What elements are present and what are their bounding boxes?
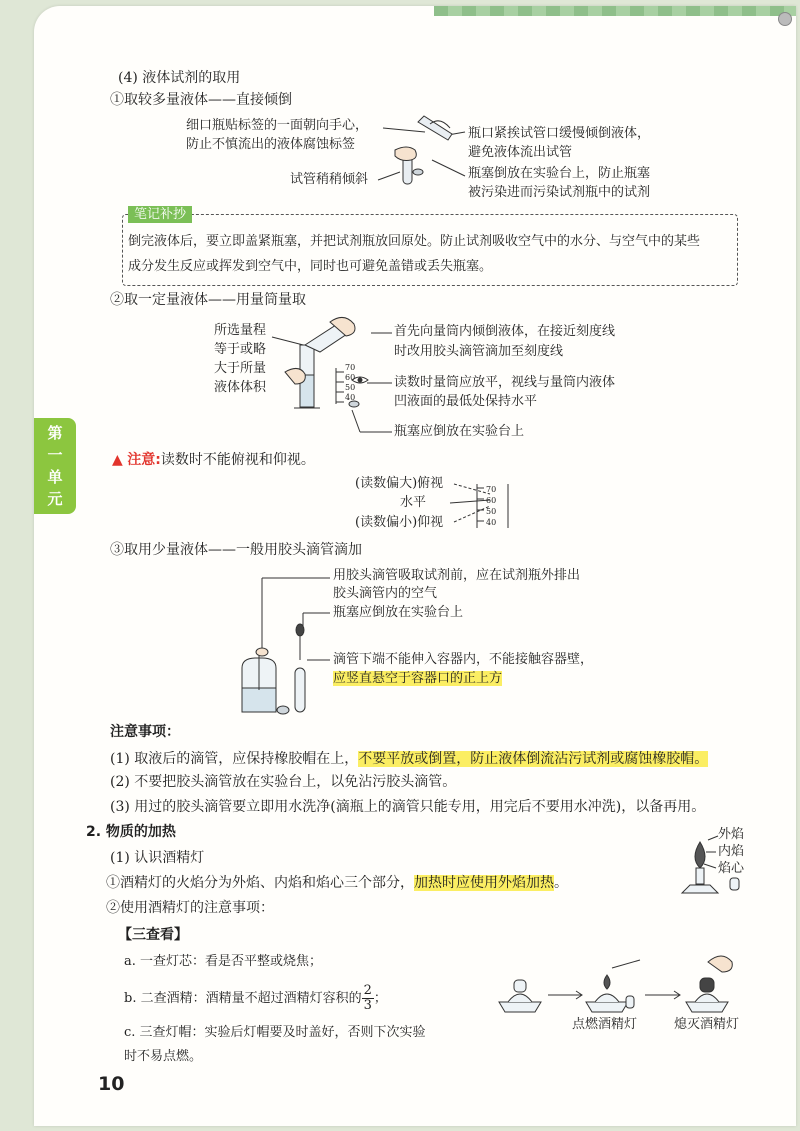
precaution-item [110, 749, 708, 769]
caption: 凹液面的最低处保持水平 [394, 394, 538, 409]
check-item [124, 984, 387, 1013]
reading-label: (读数偏小)仰视 [355, 515, 444, 530]
page-number: 10 [98, 1073, 125, 1095]
subsection-title: ②使用酒精灯的注意事项： [106, 900, 274, 916]
reading-diagram [450, 484, 508, 528]
note-tag: 笔记补抄 [128, 206, 192, 223]
flame-label-inner: 内焰 [718, 844, 745, 859]
precaution-text: (1) 取液后的滴管，应保持橡胶帽在上， [110, 751, 359, 767]
subsection-title: ②取一定量液体——用量筒量取 [110, 292, 306, 308]
lamp-sequence-illustration [499, 956, 732, 1012]
section-title: 2. 物质的加热 [86, 824, 176, 840]
warning-icon: ▲ [112, 452, 123, 468]
check-text: ； [373, 991, 387, 1006]
reading-label: (读数偏大)俯视 [355, 476, 444, 491]
scale-mark: 70 [486, 485, 497, 494]
precaution-item: (2) 不要把胶头滴管放在实验台上，以免沾污胶头滴管。 [110, 774, 457, 790]
highlighted-text: 应竖直悬空于容器口的正上方 [333, 671, 503, 686]
scale-mark: 70 [345, 363, 356, 372]
note-text: 倒完液体后，要立即盖紧瓶塞，并把试剂瓶放回原处。防止试剂吸收空气中的水分、与空气中的某些 [128, 234, 701, 249]
caption: 瓶塞应倒放在实验台上 [333, 605, 464, 620]
caption: 瓶塞应倒放在实验台上 [394, 424, 525, 439]
side-tab-char: 第 [47, 424, 63, 442]
scale-mark: 60 [486, 496, 497, 505]
scale-mark: 40 [486, 518, 497, 527]
fraction-numerator: 2 [363, 983, 372, 998]
check-title: 【三查看】 [118, 927, 188, 943]
scale-mark: 60 [345, 373, 356, 382]
highlighted-text: 加热时应使用外焰加热 [414, 875, 554, 891]
check-text: b. 二查酒精：酒精量不超过酒精灯容积的 [124, 991, 362, 1006]
subsection-title: ③取用少量液体——一般用胶头滴管滴加 [110, 542, 362, 558]
section-title: (4) 液体试剂的取用 [118, 70, 241, 86]
caption: 滴管下端不能伸入容器内，不能接触容器壁， [333, 652, 594, 667]
caption: 防止不慎流出的液体腐蚀标签 [186, 137, 356, 152]
flame-label-outer: 外焰 [718, 827, 745, 842]
scale-mark: 50 [486, 507, 497, 516]
illustration-caption: 熄灭酒精灯 [674, 1017, 740, 1032]
caption: 大于所量 [214, 361, 267, 376]
caption [333, 670, 502, 688]
body-text [106, 873, 568, 893]
caption: 用胶头滴管吸取试剂前，应在试剂瓶外排出 [333, 568, 581, 583]
reading-scale [486, 484, 496, 528]
pouring-illustration [378, 116, 465, 184]
caption: 瓶塞倒放在实验台上，防止瓶塞 [468, 166, 651, 181]
cylinder-scale [345, 363, 355, 403]
note-text: 成分发生反应或挥发到空气中，同时也可避免盖错或丢失瓶塞。 [128, 259, 493, 274]
check-item: 时不易点燃。 [124, 1049, 203, 1064]
subsection-title: ①取较多量液体——直接倾倒 [110, 92, 292, 108]
check-item: c. 三查灯帽：实验后灯帽要及时盖好，否则下次实验 [124, 1025, 426, 1040]
illustration-caption: 点燃酒精灯 [572, 1017, 638, 1032]
reading-label: 水平 [400, 495, 427, 510]
side-tab-char: 一 [47, 446, 63, 464]
check-item: a. 一查灯芯：看是否平整或烧焦； [124, 954, 323, 969]
scale-mark: 50 [345, 383, 356, 392]
precautions-title: 注意事项： [110, 724, 180, 740]
caption: 细口瓶贴标签的一面朝向手心， [186, 118, 369, 133]
side-tab-char: 单 [47, 468, 63, 486]
caption: 避免液体流出试管 [468, 145, 573, 160]
caption: 液体体积 [214, 380, 267, 395]
highlighted-text: 不要平放或倒置，防止液体倒流沾污试剂或腐蚀橡胶帽。 [358, 751, 709, 767]
caption: 试管稍稍倾斜 [290, 172, 369, 187]
body-span: ①酒精灯的火焰分为外焰、内焰和焰心三个部分， [106, 875, 414, 891]
fraction-denominator: 3 [363, 998, 372, 1013]
precaution-item: (3) 用过的胶头滴管要立即用水洗净(滴瓶上的滴管只能专用，用完后不要用水冲洗)，以备再用。 [110, 799, 706, 815]
measuring-cylinder-illustration [272, 317, 392, 432]
flame-label-core: 焰心 [718, 861, 745, 876]
caption: 等于或略 [214, 342, 267, 357]
scale-mark: 40 [345, 393, 356, 402]
body-span: 。 [554, 875, 568, 891]
caption: 时改用胶头滴管滴加至刻度线 [394, 344, 564, 359]
caption: 胶头滴管内的空气 [333, 586, 438, 601]
caption: 瓶口紧挨试管口缓慢倾倒液体， [468, 126, 651, 141]
caption: 读数时量筒应放平，视线与量筒内液体 [394, 375, 616, 390]
subsection-title: (1) 认识酒精灯 [110, 850, 205, 866]
warning-label: 注意: [127, 452, 161, 468]
warning-text: 读数时不能俯视和仰视。 [160, 452, 315, 468]
caption: 所选量程 [214, 323, 267, 338]
fraction [362, 984, 374, 1013]
caption: 首先向量筒内倾倒液体，在接近刻度线 [394, 324, 616, 339]
dropper-illustration [242, 578, 330, 714]
caption: 被污染进而污染试剂瓶中的试剂 [468, 185, 651, 200]
warning-line [112, 450, 315, 470]
side-tab-char: 元 [47, 490, 63, 508]
